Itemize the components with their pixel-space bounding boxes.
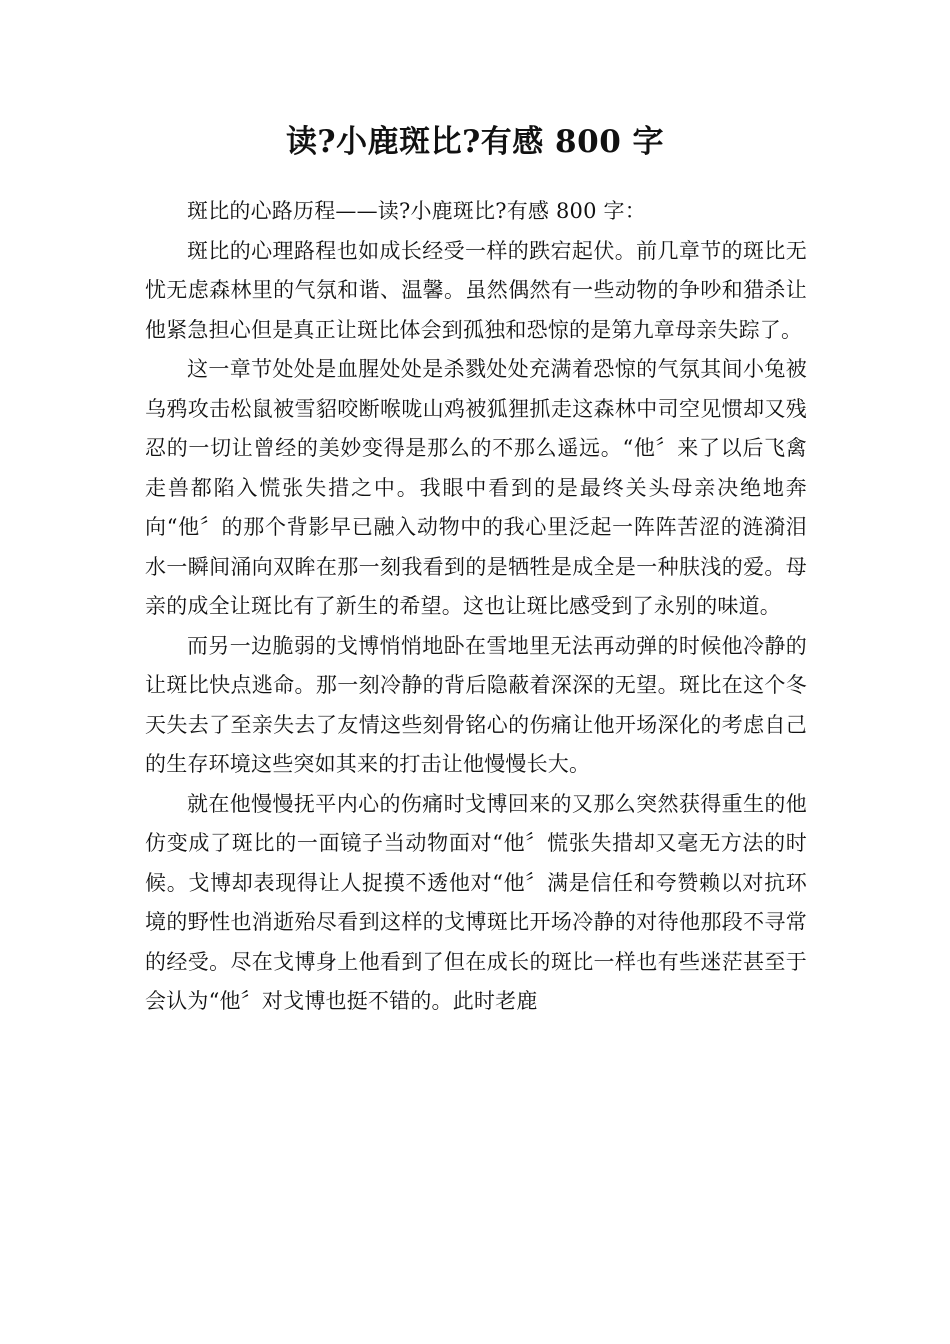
- paragraph-3: 而另一边脆弱的戈博悄悄地卧在雪地里无法再动弹的时候他冷静的让斑比快点逃命。那一刻冷静的背后隐蔽着深深的无望。斑比在这个冬天失去了至亲失去了友情这些刻骨铭心的伤痛让他开场深化的考虑自己的生存环境这些突如其来的打击让他慢慢长大。: [145, 633, 807, 776]
- document-body: [145, 192, 807, 1022]
- paragraph-1: 斑比的心理路程也如成长经受一样的跌宕起伏。前几章节的斑比无忧无虑森林里的气氛和谐、温馨。虽然偶然有一些动物的争吵和猎杀让他紧急担心但是真正让斑比体会到孤独和恐惊的是第九章母亲失踪了。: [145, 238, 807, 342]
- document-title: 读?小鹿斑比?有感 800 字: [285, 124, 665, 160]
- paragraph-2: 这一章节处处是血腥处处是杀戮处处充满着恐惊的气氛其间小兔被乌鸦攻击松鼠被雪貂咬断喉咙山鸡被狐狸抓走这森林中司空见惯却又残忍的一切让曾经的美妙变得是那么的不那么遥远。“他〞来了以后飞禽走兽都陷入慌张失措之中。我眼中看到的是最终关头母亲决绝地奔向“他〞的那个背影早已融入动物中的我心里泛起一阵阵苦涩的涟漪泪水一瞬间涌向双眸在那一刻我看到的是牺牲是成全是一种肤浅的爱。母亲的成全让斑比有了新生的希望。这也让斑比感受到了永别的味道。: [145, 357, 807, 618]
- paragraph-4: 就在他慢慢抚平内心的伤痛时戈博回来的又那么突然获得重生的他仿变成了斑比的一面镜子当动物面对“他〞慌张失措却又毫无方法的时候。戈博却表现得让人捉摸不透他对“他〞满是信任和夸赞赖以对抗环境的野性也消逝殆尽看到这样的戈博斑比开场冷静的对待他那段不寻常的经受。尽在戈博身上他看到了但在成长的斑比一样也有些迷茫甚至于会认为“他〞对戈博也挺不错的。此时老鹿: [145, 791, 807, 1013]
- paragraph-intro: 斑比的心路历程——读?小鹿斑比?有感 800 字：: [187, 199, 646, 223]
